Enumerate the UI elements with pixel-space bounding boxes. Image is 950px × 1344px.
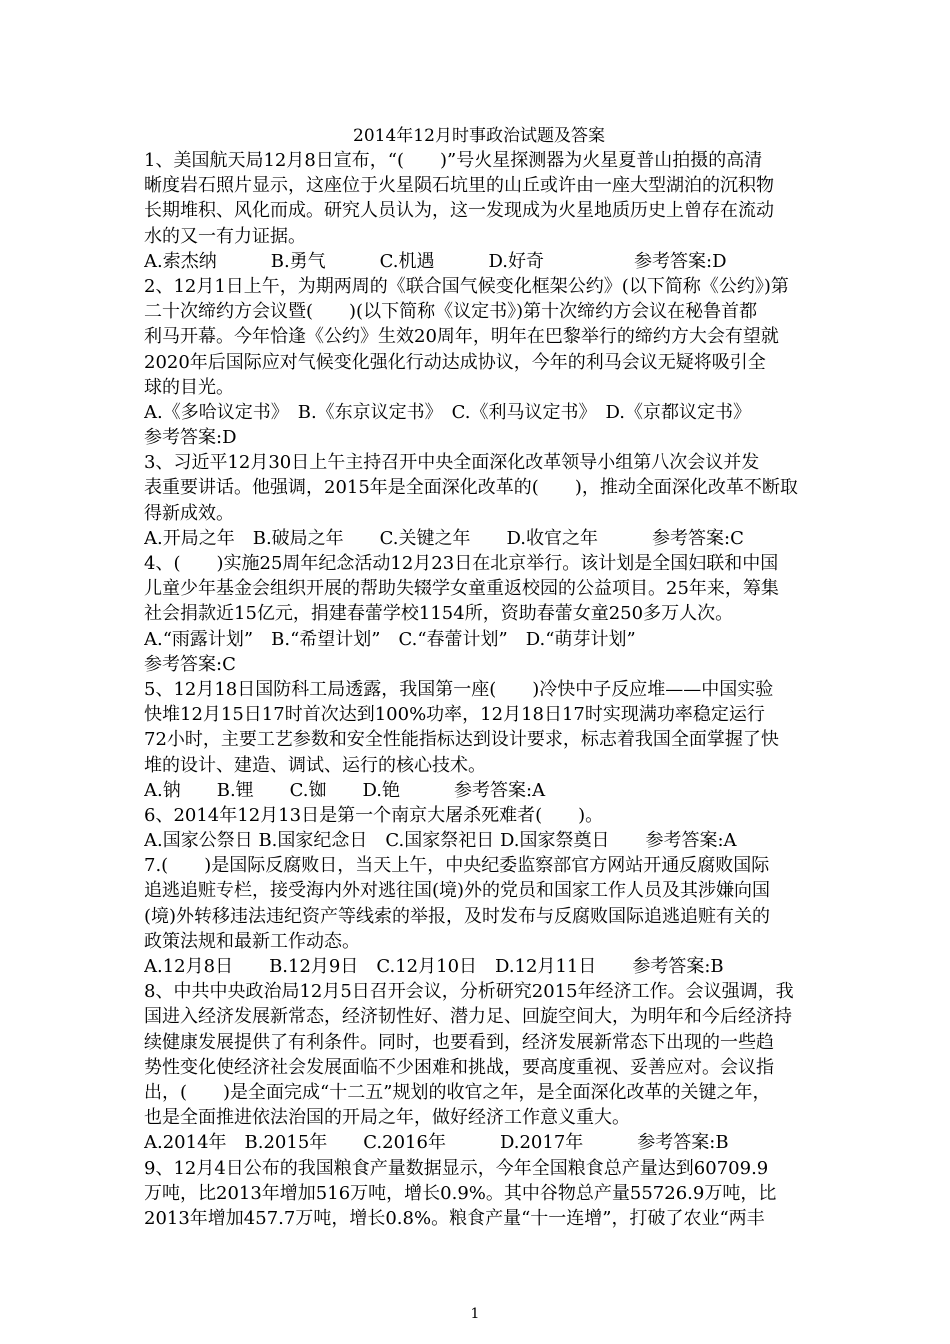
text-line: A.开局之年 B.破局之年 C.关键之年 D.收官之年 参考答案:C [144,527,744,549]
text-line: A.钠 B.锂 C.铷 D.铯 参考答案:A [144,779,546,801]
document-body [144,148,814,1231]
document-title: 2014年12月时事政治试题及答案 [353,126,605,146]
text-line: 快堆12月15日17时首次达到100%功率，12月18日17时实现满功率稳定运行 [144,704,765,726]
text-line: 2013年增加457.7万吨，增长0.8%。粮食产量“十一连增”，打破了农业“两丰 [144,1207,765,1229]
document-page [144,124,814,1231]
text-line: 堆的设计、建造、调试、运行的核心技术。 [144,754,486,776]
text-line: 水的又一有力证据。 [144,225,306,247]
text-line: 4、( )实施25周年纪念活动12月23日在北京举行。该计划是全国妇联和中国 [144,553,779,574]
text-line: A.2014年 B.2015年 C.2016年 D.2017年 参考答案:B [144,1132,729,1154]
text-line: 表重要讲话。他强调，2015年是全面深化改革的( )，推动全面深化改革不断取 [144,477,798,499]
text-line: A.12月8日 B.12月9日 C.12月10日 D.12月11日 参考答案:B [144,956,724,977]
text-line: A.“雨露计划” B.“希望计划” C.“春蕾计划” D.“萌芽计划” [144,628,636,650]
text-line: 得新成效。 [144,502,234,524]
text-line: 追逃追赃专栏，接受海内外对逃往国(境)外的党员和国家工作人员及其涉嫌向国 [144,880,771,902]
text-line: A.索杰纳 B.勇气 C.机遇 D.好奇 参考答案:D [144,250,727,272]
text-line: 儿童少年基金会组织开展的帮助失辍学女童重返校园的公益项目。25年来，筹集 [144,578,779,600]
text-line: 球的目光。 [144,376,234,398]
text-line: 势性变化使经济社会发展面临不少困难和挑战，要高度重视、妥善应对。会议指 [144,1056,774,1078]
text-line: 国进入经济发展新常态，经济韧性好、潜力足、回旋空间大，为明年和今后经济持 [144,1006,792,1028]
text-line: 7.( )是国际反腐败日，当天上午，中央纪委监察部官方网站开通反腐败国际 [144,855,770,877]
text-line: 政策法规和最新工作动态。 [144,930,360,952]
text-line: 长期堆积、风化而成。研究人员认为，这一发现成为火星地质历史上曾存在流动 [144,200,774,222]
text-line: 参考答案:D [144,427,237,449]
text-line: 5、12月18日国防科工局透露，我国第一座( )冷快中子反应堆——中国实验 [144,678,774,700]
text-line: (境)外转移违法违纪资产等线索的举报，及时发布与反腐败国际追逃追赃有关的 [144,905,771,927]
text-line: 二十次缔约方会议暨( )(以下简称《议定书》)第十次缔约方会议在秘鲁首都 [144,301,758,323]
text-line: 9、12月4日公布的我国粮食产量数据显示，今年全国粮食总产量达到60709.9 [144,1157,769,1179]
text-line: 万吨，比2013年增加516万吨，增长0.9%。其中谷物总产量55726.9万吨，比 [144,1182,777,1204]
text-line: 72小时，主要工艺参数和安全性能指标达到设计要求，标志着我国全面掌握了快 [144,729,779,751]
text-line: A.《多哈议定书》 B.《东京议定书》 C.《利马议定书》 D.《京都议定书》 [144,401,752,423]
text-line: 8、中共中央政治局12月5日召开会议，分析研究2015年经济工作。会议强调，我 [144,981,794,1003]
text-line: 2020年后国际应对气候变化强化行动达成协议，今年的利马会议无疑将吸引全 [144,351,766,373]
page-number: 1 [470,1306,480,1322]
text-line: 出，( )是全面完成“十二五”规划的收官之年，是全面深化改革的关键之年， [144,1081,771,1103]
text-line: 晰度岩石照片显示，这座位于火星陨石坑里的山丘或许由一座大型湖泊的沉积物 [144,175,774,197]
text-line: 也是全面推进依法治国的开局之年，做好经济工作意义重大。 [144,1107,630,1129]
text-line: 社会捐款近15亿元，捐建春蕾学校1154所，资助春蕾女童250多万人次。 [144,603,734,625]
text-line: 利马开幕。今年恰逢《公约》生效20周年，明年在巴黎举行的缔约方大会有望就 [144,326,779,348]
text-line: 3、习近平12月30日上午主持召开中央全面深化改革领导小组第八次会议并发 [144,452,760,474]
text-line: 参考答案:C [144,653,236,675]
text-line: 6、2014年12月13日是第一个南京大屠杀死难者( )。 [144,804,604,826]
text-line: 1、美国航天局12月8日宣布，“( )”号火星探测器为火星夏普山拍摄的高清 [144,150,763,171]
text-line: 2、12月1日上午，为期两周的《联合国气候变化框架公约》(以下简称《公约》)第 [144,275,789,297]
text-line: A.国家公祭日 B.国家纪念日 C.国家祭祀日 D.国家祭奠日 参考答案:A [144,830,737,852]
text-line: 续健康发展提供了有利条件。同时，也要看到，经济发展新常态下出现的一些趋 [144,1031,774,1053]
